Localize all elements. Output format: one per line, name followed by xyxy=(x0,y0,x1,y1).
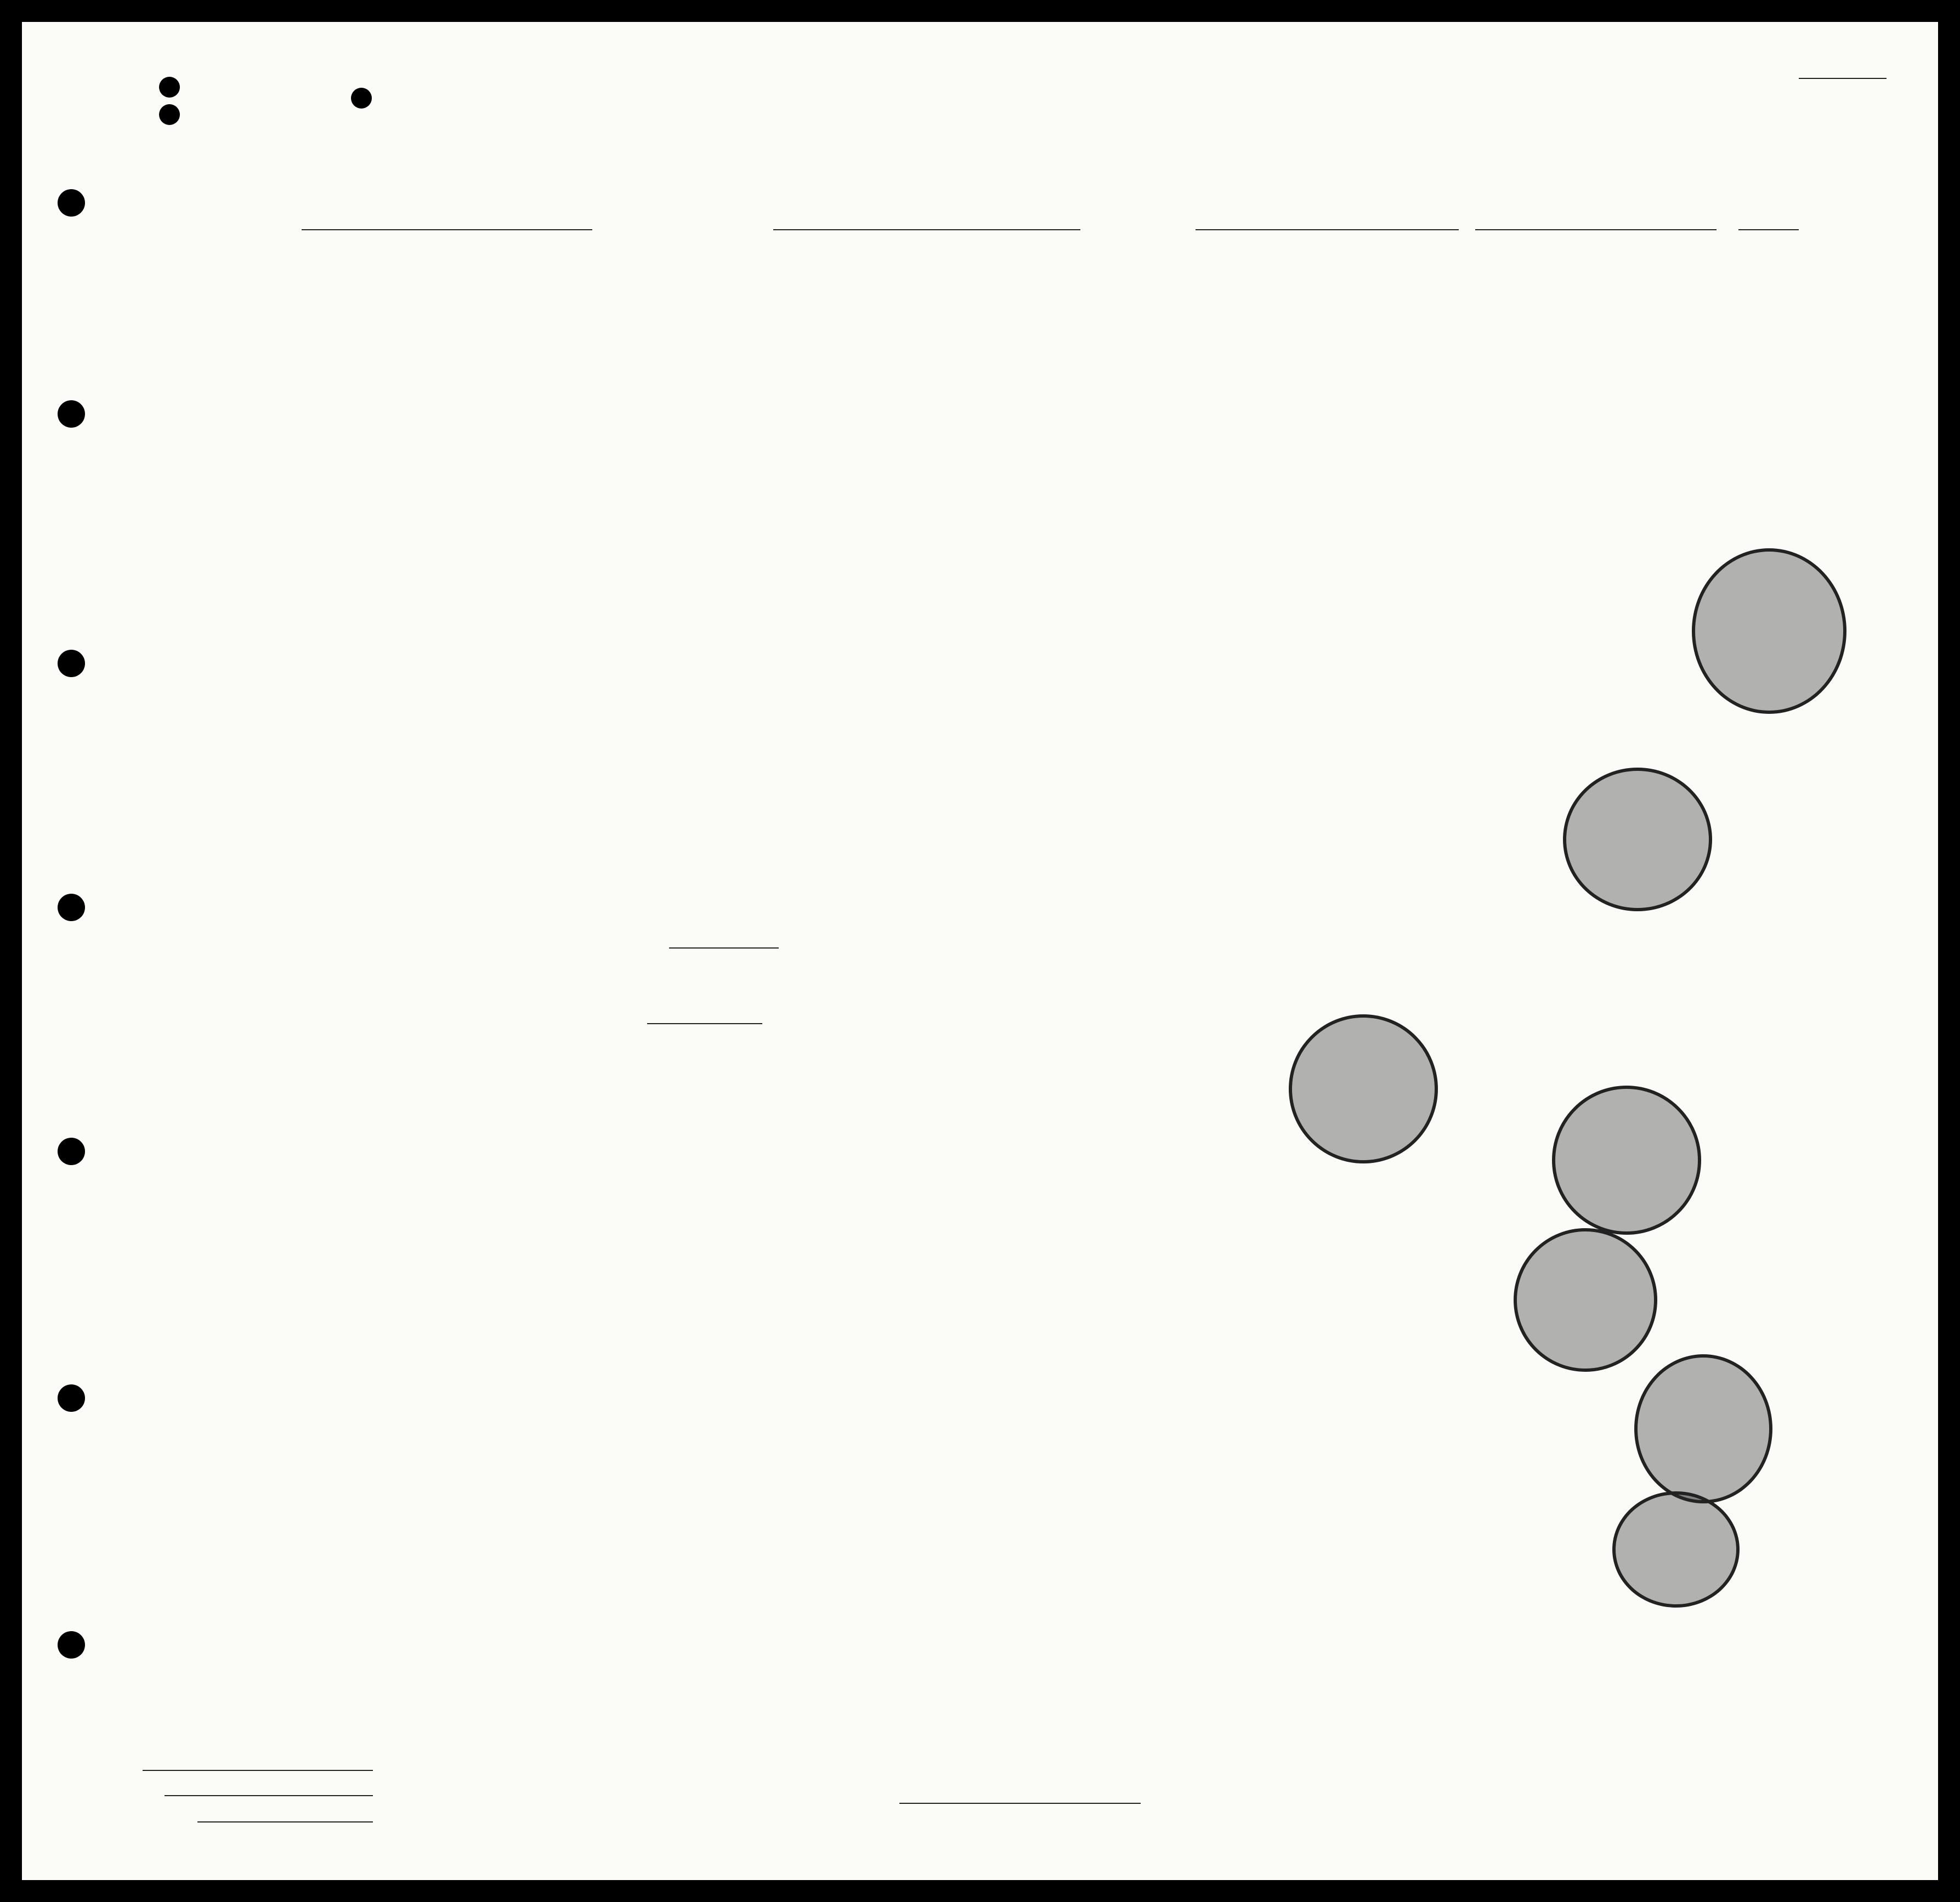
manifest-sheet xyxy=(22,22,1938,1880)
punch-hole xyxy=(58,189,85,217)
punch-hole xyxy=(159,104,180,125)
punch-hole xyxy=(351,88,372,109)
punch-hole xyxy=(58,650,85,677)
port-stamp xyxy=(1612,1491,1740,1608)
punch-hole xyxy=(58,1384,85,1412)
port-stamp xyxy=(1552,1086,1701,1235)
port-stamp xyxy=(1692,548,1846,714)
sheet-number xyxy=(1711,60,1717,78)
punch-hole xyxy=(159,77,180,98)
punch-hole xyxy=(58,400,85,428)
punch-hole xyxy=(58,1138,85,1165)
port-stamp xyxy=(1563,768,1712,911)
punch-hole xyxy=(58,894,85,921)
port-stamp xyxy=(1514,1228,1657,1372)
consulate-seal xyxy=(1289,1014,1438,1163)
port-stamp xyxy=(1634,1354,1772,1503)
punch-hole xyxy=(58,1631,85,1659)
